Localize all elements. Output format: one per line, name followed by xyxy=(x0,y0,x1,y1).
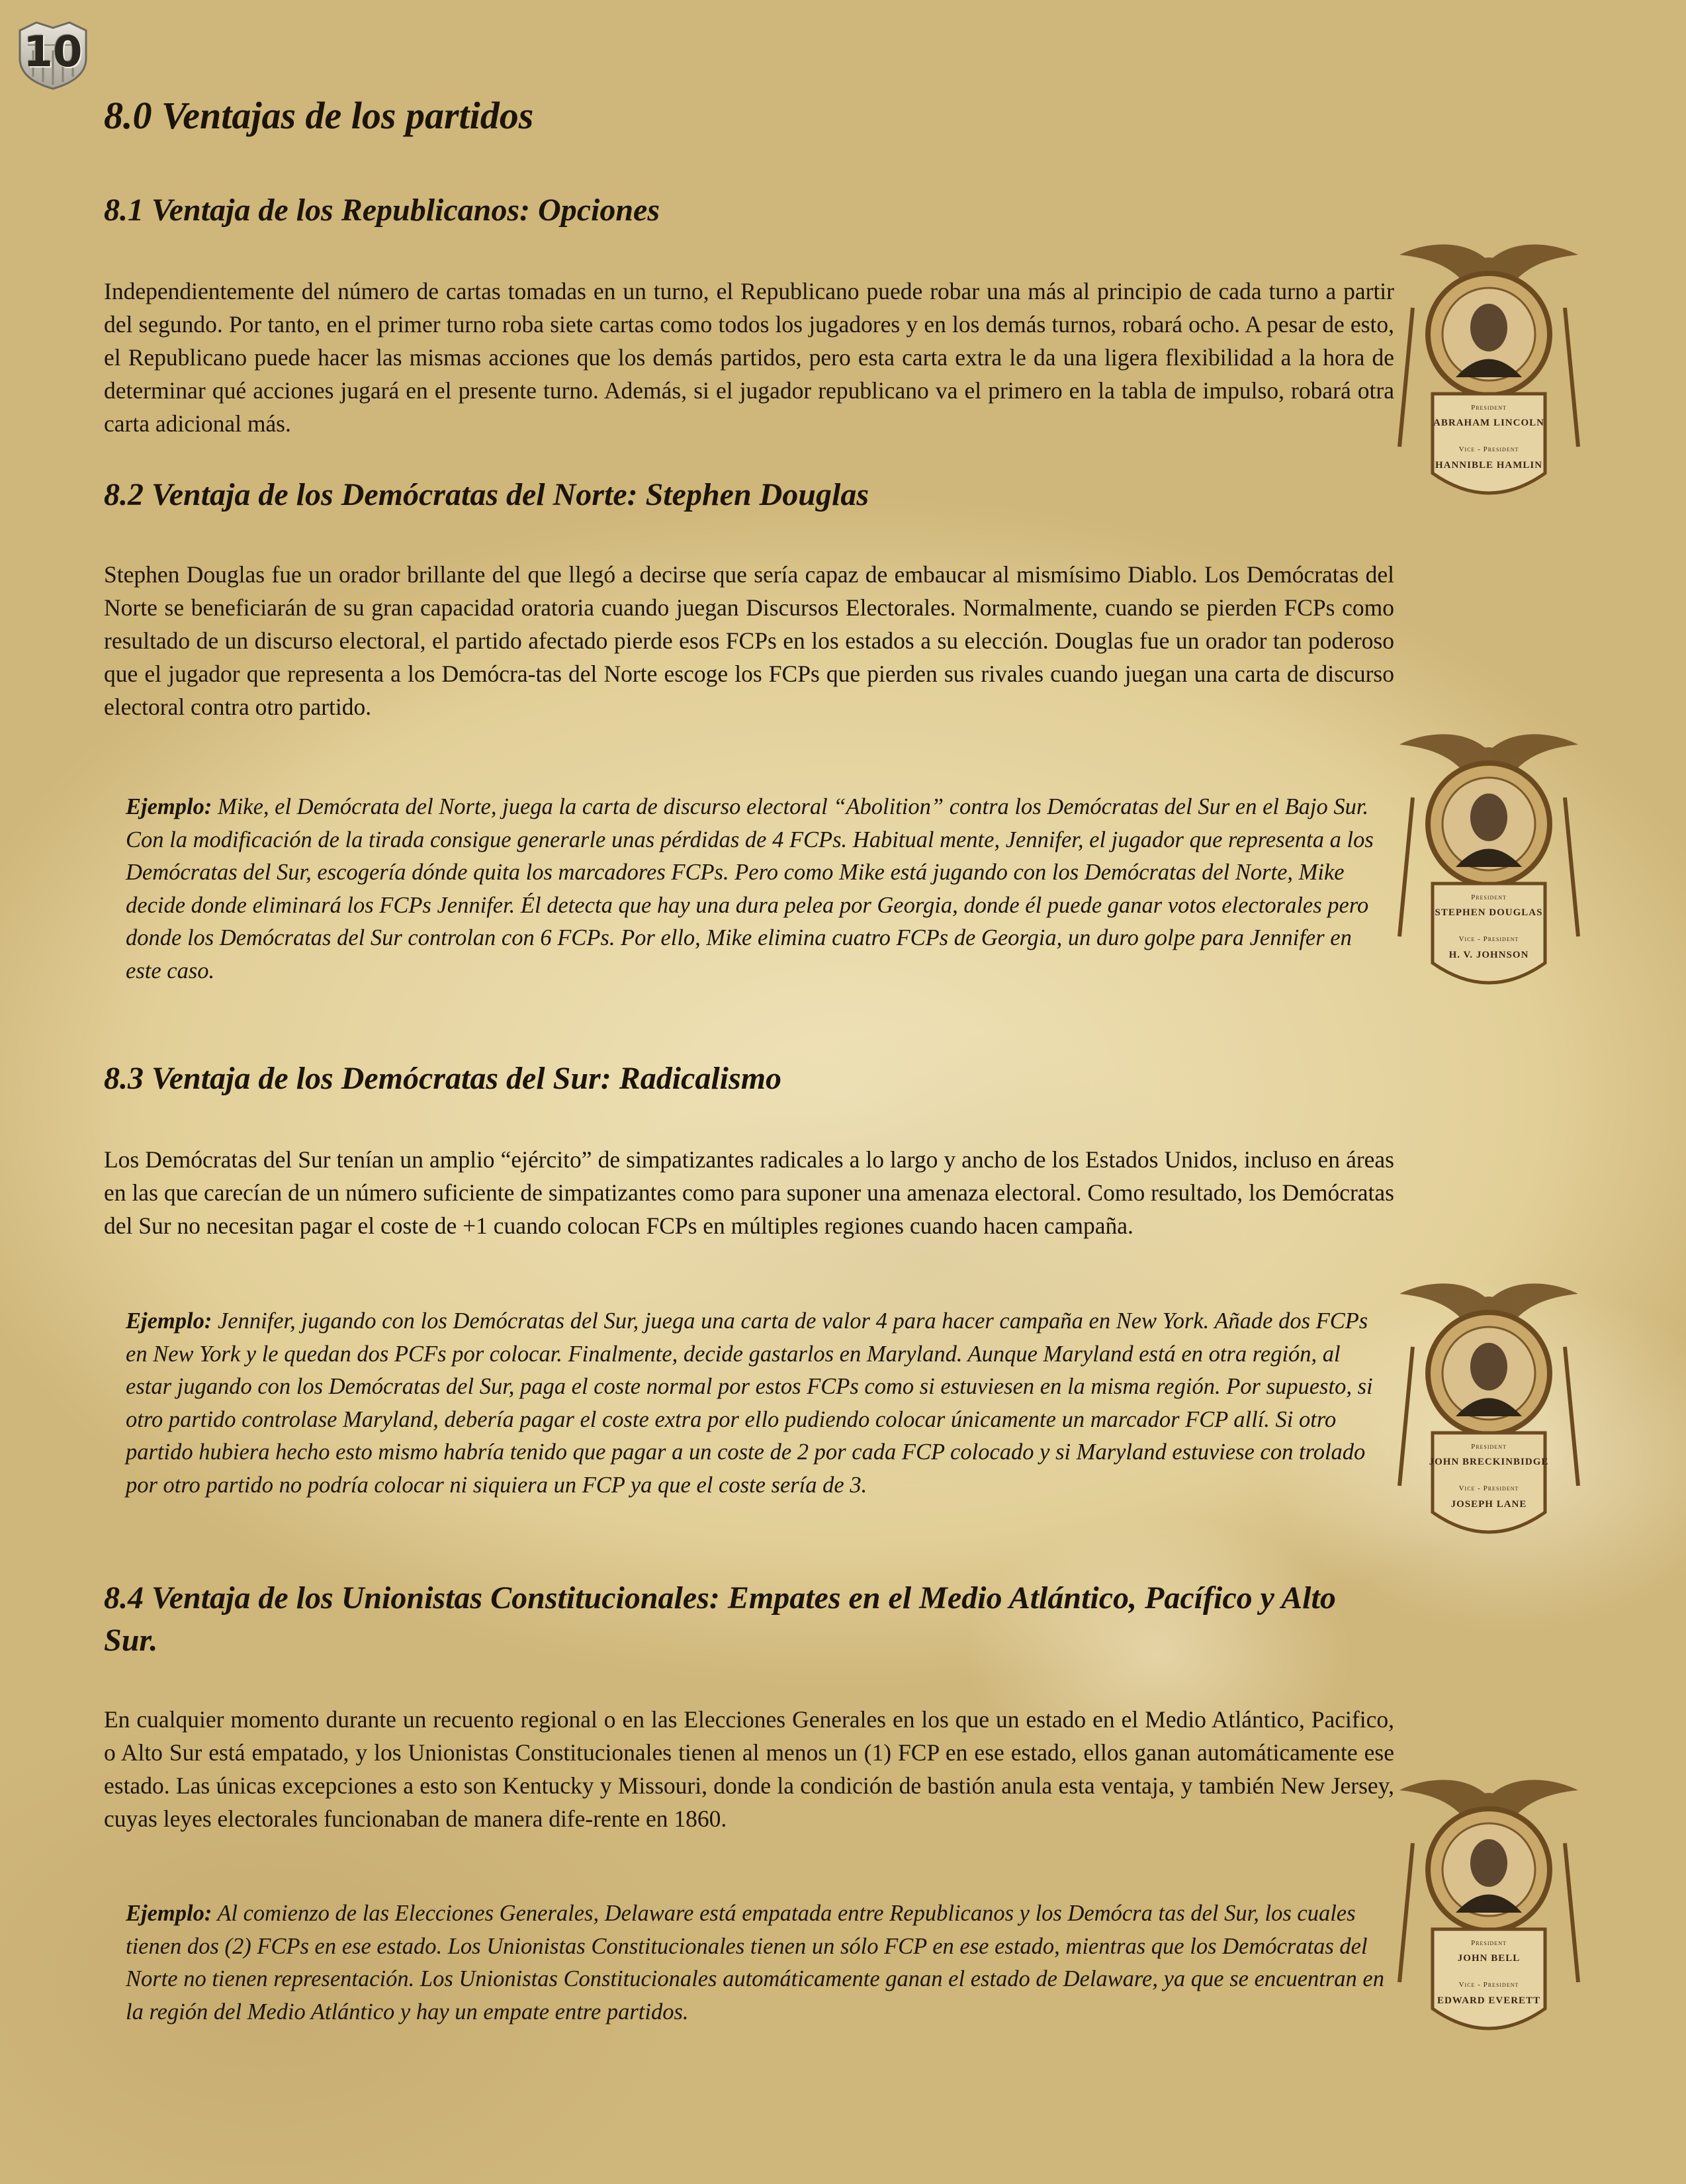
example-label: Ejemplo: xyxy=(126,1901,212,1926)
vice-president-name: H. V. JOHNSON xyxy=(1448,950,1529,960)
section-body-8-3: Los Demócratas del Sur tenían un amplio “ejército” de simpatizantes radicales a lo largo y ancho de los Estados Unidos, incluso en áreas en las que carecían de un número suficiente de simpatizantes como para suponer una amenaza electoral. Como resultado, los Demócratas del Sur no necesitan pagar el coste de +1 cuando colocan FCPs en múltiples regiones cuando hacen campaña. xyxy=(104,1146,1394,1239)
eagle-crest-icon xyxy=(1386,1274,1591,1559)
vice-president-label: Vice - President xyxy=(1458,1484,1519,1492)
example-text: Mike, el Demócrata del Norte, juega la carta de discurso electoral “Abolition” contra los Demócratas del Sur en el Bajo Sur. Con la modificación de la tirada consigue generarle unas pérdidas de 4 FCPs. Habitual mente, Jennifer, el jugador que representa a los Demócratas del Sur, escogería dónde quita los marcadores FCPs. Pero como Mike está jugando con los Demócratas del Norte, Mike decide donde eliminará los FCPs Jennifer. Él detecta que hay una dura pelea por Georgia, donde él puede ganar votos electorales pero donde los Demócratas del Sur controlan con 6 FCPs. Por ello, Mike elimina cuatro FCPs de Georgia, un duro golpe para Jennifer en este caso. xyxy=(126,794,1374,983)
page-number-badge xyxy=(13,19,93,91)
vice-president-label: Vice - President xyxy=(1458,935,1519,943)
portrait-douglas-johnson xyxy=(1386,725,1591,1009)
section-heading-8-1: 8.1 Ventaja de los Republicanos: Opciones xyxy=(104,193,660,228)
president-label: President xyxy=(1471,404,1507,412)
section-heading-8-2: 8.2 Ventaja de los Demócratas del Norte: Stephen Douglas xyxy=(104,477,869,512)
eagle-crest-icon xyxy=(1386,235,1591,520)
section-heading-8-4: 8.4 Ventaja de los Unionistas Constitucionales: Empates en el Medio Atlántico, Pacífico y Alto Sur. xyxy=(104,1580,1336,1658)
example-text: Jennifer, jugando con los Demócratas del Sur, juega una carta de valor 4 para hacer campaña en New York. Añade dos FCPs en New York y le quedan dos PCFs por colocar. Finalmente, decide gastarlos en Maryland. Aunque Maryland está en otra región, al estar jugando con los Demócratas del Sur, paga el coste normal por estos FCPs como si estuviesen en la misma región. Por supuesto, si otro partido controlase Maryland, debería pagar el coste extra por ello pudiendo colocar únicamente un marcador FCP allí. Si otro partido hubiera hecho esto mismo habría tenido que pagar a un coste de 2 por cada FCP colocado y si Maryland estuviese con trolado por otro partido no podría colocar ni siquiera un FCP ya que el coste sería de 3. xyxy=(126,1308,1373,1498)
example-8-4 xyxy=(126,1897,1390,2028)
vice-president-name: JOSEPH LANE xyxy=(1450,1499,1527,1510)
section-body-8-2: Stephen Douglas fue un orador brillante del que llegó a decirse que sería capaz de embaucar al mismísimo Diablo. Los Demócratas del Norte se beneficiarán de su gran capacidad oratoria cuando juegan Discursos Electorales. Normalmente, cuando se pierden FCPs como resultado de un discurso electoral, el partido afectado pierde esos FCPs en los estados a su elección. Douglas fue un orador tan poderoso que el jugador que representa a los Demócra-tas del Norte escoge los FCPs que pierden sus rivales cuando juegan una carta de discurso electoral contra otro partido. xyxy=(104,561,1394,720)
page-title: 8.0 Ventajas de los partidos xyxy=(104,94,534,137)
president-label: President xyxy=(1471,893,1507,901)
section-body-8-4: En cualquier momento durante un recuento regional o en las Elecciones Generales en los que un estado en el Medio Atlántico, Pacifico, o Alto Sur está empatado, y los Unionistas Constitucionales tienen al menos un (1) FCP en ese estado, ellos ganan automáticamente ese estado. Las únicas excepciones a esto son Kentucky y Missouri, donde la condición de bastión anula esta ventaja, y también New Jersey, cuyas leyes electorales funcionaban de manera dife-rente en 1860. xyxy=(104,1706,1394,1832)
president-name: ABRAHAM LINCOLN xyxy=(1433,418,1544,428)
portrait-bell-everett xyxy=(1386,1770,1591,2055)
president-name: JOHN BRECKINBIDGE xyxy=(1429,1457,1549,1467)
vice-president-name: EDWARD EVERETT xyxy=(1437,1995,1541,2006)
section-body-8-1: Independientemente del número de cartas tomadas en un turno, el Republicano puede robar una más al principio de cada turno a partir del segundo. Por tanto, en el primer turno roba siete cartas como todos los jugadores y en los demás turnos, robará ocho. A pesar de esto, el Republicano puede hacer las mismas acciones que los demás partidos, pero esta carta extra le da una ligera flexibilidad a la hora de determinar qué acciones jugará en el presente turno. Además, si el jugador republicano va el primero en la tabla de impulso, robará otra carta adicional más. xyxy=(104,278,1394,437)
president-name: JOHN BELL xyxy=(1457,1953,1521,1964)
vice-president-label: Vice - President xyxy=(1458,445,1519,453)
president-label: President xyxy=(1471,1939,1507,1947)
portrait-lincoln-hamlin xyxy=(1386,235,1591,520)
president-label: President xyxy=(1471,1443,1507,1451)
section-heading-8-3: 8.3 Ventaja de los Demócratas del Sur: Radicalismo xyxy=(104,1061,782,1096)
example-8-3 xyxy=(126,1305,1390,1502)
page-number: 10 xyxy=(23,28,83,77)
eagle-crest-icon xyxy=(1386,725,1591,1009)
president-name: STEPHEN DOUGLAS xyxy=(1435,907,1543,918)
example-text: Al comienzo de las Elecciones Generales, Delaware está empatada entre Republicanos y los Demócra tas del Sur, los cuales tienen dos (2) FCPs en ese estado. Los Unionistas Constitucionales tienen un sólo FCP en ese estado, mientras que los Demócratas del Norte no tienen representación. Los Unionistas Constitucionales automáticamente ganan el estado de Delaware, ya que se encuentran en la región del Medio Atlántico y hay un empate entre partidos. xyxy=(126,1901,1384,2025)
example-label: Ejemplo: xyxy=(126,794,212,819)
example-label: Ejemplo: xyxy=(126,1308,212,1334)
vice-president-label: Vice - President xyxy=(1458,1981,1519,1989)
eagle-crest-icon xyxy=(1386,1770,1591,2055)
example-8-2 xyxy=(126,791,1390,987)
portrait-breckinridge-lane xyxy=(1386,1274,1591,1559)
vice-president-name: HANNIBLE HAMLIN xyxy=(1435,460,1543,471)
